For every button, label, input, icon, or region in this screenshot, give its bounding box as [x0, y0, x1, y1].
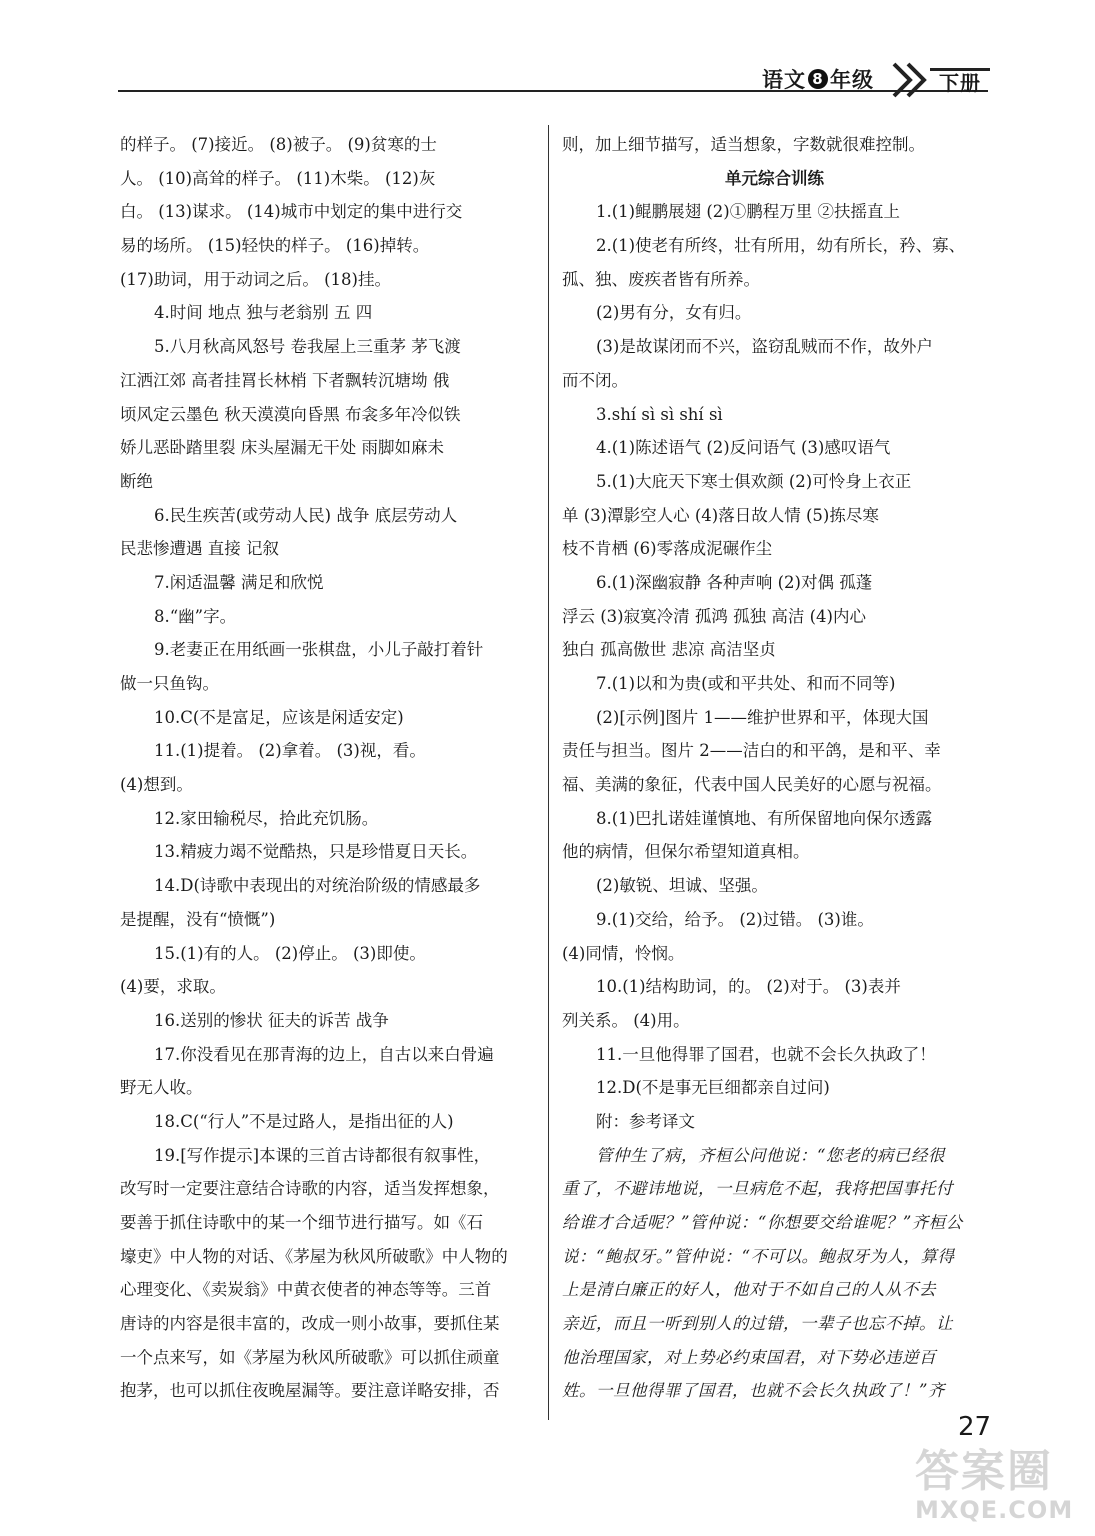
text-line: 易的场所。 (15)轻快的样子。 (16)掉转。: [120, 236, 430, 256]
text-line: 列关系。 (4)用。: [562, 1010, 690, 1030]
text-line: 而不闭。: [562, 370, 628, 390]
text-line: 野无人收。: [120, 1078, 203, 1098]
text-line: 7.(1)以和为贵(或和平共处、和而不同等): [596, 674, 896, 693]
text-line: 16.送别的惨状 征夫的诉苦 战争: [154, 1010, 389, 1030]
text-line: 7.闲适温馨 满足和欣悦: [154, 572, 324, 592]
text-line: 上是清白廉正的好人，他对于不如自己的人从不去: [562, 1280, 936, 1300]
text-line: 12.D(不是事无巨细都亲自过问): [596, 1078, 830, 1098]
text-line: (2)[示例]图片 1——维护世界和平，体现大国: [596, 707, 929, 727]
text-line: 姓。一旦他得罪了国君，也就不会长久执政了！”齐: [562, 1381, 945, 1401]
right-column: [562, 128, 987, 1408]
text-line: 是提醒，没有“愤慨”): [120, 909, 276, 929]
text-line: 他的病情，但保尔希望知道真相。: [562, 842, 810, 862]
text-line: 人。 (10)高耸的样子。 (11)木柴。 (12)灰: [120, 168, 436, 188]
text-line: 要善于抓住诗歌中的某一个细节进行描写。如《石: [120, 1213, 483, 1232]
text-line: 心理变化、《卖炭翁》中黄衣使者的神态等等。三首: [120, 1280, 492, 1300]
text-line: 6.(1)深幽寂静 各种声响 (2)对偶 孤蓬: [596, 572, 873, 592]
watermark-text-top: 答案圈: [915, 1446, 1053, 1497]
text-line: 9.(1)交给，给予。 (2)过错。 (3)谁。: [596, 909, 874, 929]
text-line: 唐诗的内容是很丰富的，改成一则小故事，要抓住某: [120, 1314, 500, 1334]
text-line: 独白 孤高傲世 悲凉 高洁坚贞: [562, 640, 776, 660]
text-line: 19.[写作提示]本课的三首古诗都很有叙事性，: [154, 1145, 491, 1165]
text-line: 断绝: [120, 471, 153, 491]
grade-suffix: 年级: [830, 68, 874, 92]
text-line: 6.民生疾苦(或劳动人民) 战争 底层劳动人: [154, 505, 458, 525]
text-line: 8.“幽”字。: [154, 606, 237, 626]
text-line: 10.(1)结构助词，的。 (2)对于。 (3)表并: [596, 977, 901, 997]
text-line: 则，加上细节描写，适当想象，字数就很难控制。: [562, 135, 925, 154]
text-line: 17.你没看见在那青海的边上，自古以来白骨遍: [154, 1044, 494, 1064]
text-line: (2)敏锐、坦诚、坚强。: [596, 876, 768, 896]
text-line: 8.(1)巴扎诺娃谨慎地、有所保留地向保尔透露: [596, 808, 933, 828]
text-line: 亲近，而且一听到别人的过错，一辈子也忘不掉。让: [562, 1314, 953, 1334]
text-line: 一个点来写，如《茅屋为秋风所破歌》可以抓住顽童: [120, 1347, 500, 1367]
text-line: 白。 (13)谋求。 (14)城市中划定的集中进行交: [120, 202, 463, 222]
text-line: (17)助词，用于动词之后。 (18)挂。: [120, 269, 391, 289]
text-line: 14.D(诗歌中表现出的对统治阶级的情感最多: [154, 876, 481, 896]
text-line: (2)男有分，女有归。: [596, 303, 752, 323]
text-line: (4)同情，怜悯。: [562, 943, 685, 963]
text-line: 重了，不避讳地说，一旦病危不起，我将把国事托付: [562, 1179, 953, 1199]
text-line: 壕吏》中人物的对话、《茅屋为秋风所破歌》中人物的: [120, 1246, 508, 1266]
text-line: 11.一旦他得罪了国君，也就不会长久执政了！: [596, 1044, 936, 1064]
header-title: [762, 64, 874, 94]
text-line: 11.(1)提着。 (2)拿着。 (3)视，看。: [154, 741, 426, 761]
text-line: 福、美满的象征，代表中国人民美好的心愿与祝福。: [562, 775, 942, 795]
text-line: 附：参考译文: [596, 1111, 695, 1131]
watermark-text-bottom: MXQE.COM: [915, 1496, 1074, 1524]
text-line: 3.shí sì sì shí sì: [596, 404, 723, 424]
text-line: 13.精疲力竭不觉酷热，只是珍惜夏日天长。: [154, 842, 478, 862]
text-line: 的样子。 (7)接近。 (8)被子。 (9)贫寒的士: [120, 135, 437, 154]
text-line: 5.八月秋高风怒号 卷我屋上三重茅 茅飞渡: [154, 337, 461, 357]
watermark-logo: [915, 1448, 1085, 1533]
text-line: 9.老妻正在用纸画一张棋盘，小儿子敲打着针: [154, 640, 484, 660]
text-line: 10.C(不是富足，应该是闲适安定): [154, 707, 404, 727]
text-line: 1.(1)鲲鹏展翅 (2)①鹏程万里 ②扶摇直上: [596, 202, 900, 222]
page-number: 27: [958, 1412, 992, 1442]
text-line: 4.(1)陈述语气 (2)反问语气 (3)感叹语气: [596, 438, 891, 458]
text-line: 给谁才合适呢？”管仲说：“你想要交给谁呢？”齐桓公: [562, 1213, 963, 1232]
volume-label: 下册: [930, 68, 990, 95]
text-line: 他治理国家，对上势必约束国君，对下势必违逆百: [562, 1347, 936, 1367]
text-line: 12.家田输税尽，拾此充饥肠。: [154, 808, 379, 828]
text-line: 民悲惨遭遇 直接 记叙: [120, 539, 279, 559]
text-line: 抱茅，也可以抓住夜晚屋漏等。要注意详略安排，否: [120, 1381, 500, 1401]
text-line: 18.C(“行人”不是过路人，是指出征的人): [154, 1111, 454, 1131]
text-line: 顷风定云墨色 秋天漠漠向昏黑 布衾多年冷似铁: [120, 404, 461, 424]
text-line: 孤、独、废疾者皆有所养。: [562, 269, 760, 289]
text-line: 15.(1)有的人。 (2)停止。 (3)即使。: [154, 943, 426, 963]
text-line: 枝不肯栖 (6)零落成泥碾作尘: [562, 539, 773, 559]
text-line: 江洒江郊 高者挂罥长林梢 下者飘转沉塘坳 俄: [120, 370, 450, 390]
grade-badge: 8: [808, 69, 828, 89]
text-line: 责任与担当。图片 2——洁白的和平鸽，是和平、幸: [562, 741, 941, 761]
text-line: 管仲生了病，齐桓公问他说：“您老的病已经很: [596, 1145, 945, 1165]
text-line: 说：“鲍叔牙。”管仲说：“不可以。鲍叔牙为人，算得: [562, 1246, 955, 1266]
text-line: 5.(1)大庇天下寒士俱欢颜 (2)可怜身上衣正: [596, 471, 912, 491]
column-divider: [548, 125, 549, 1420]
text-line: 娇儿恶卧踏里裂 床头屋漏无干处 雨脚如麻未: [120, 438, 444, 458]
text-line: 浮云 (3)寂寞冷清 孤鸿 孤独 高洁 (4)内心: [562, 606, 866, 626]
text-line: 2.(1)使老有所终，壮有所用，幼有所长，矜、寡、: [596, 236, 966, 256]
text-line: 改写时一定要注意结合诗歌的内容，适当发挥想象，: [120, 1179, 500, 1199]
text-line: (4)想到。: [120, 775, 193, 795]
section-title: 单元综合训练: [725, 168, 824, 188]
text-line: (3)是故谋闭而不兴，盗窃乱贼而不作，故外户: [596, 337, 933, 357]
subject-label: 语文: [762, 68, 806, 92]
text-line: 4.时间 地点 独与老翁别 五 四: [154, 303, 373, 323]
text-line: 做一只鱼钩。: [120, 674, 219, 693]
left-column: [120, 128, 535, 1408]
text-line: (4)要，求取。: [120, 977, 226, 997]
text-line: 单 (3)潭影空人心 (4)落日故人情 (5)拣尽寒: [562, 505, 879, 525]
